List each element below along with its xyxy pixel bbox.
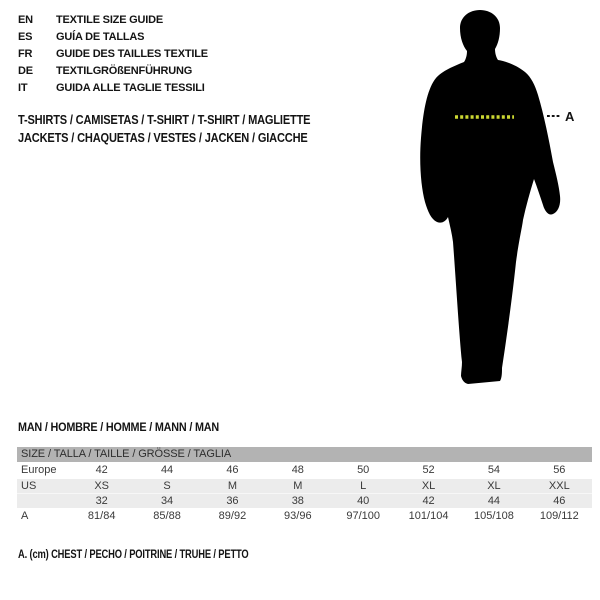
table-row-chest bbox=[17, 508, 592, 524]
row-label: A bbox=[21, 510, 29, 522]
measure-label-a: A bbox=[565, 109, 575, 124]
table-cell: 48 bbox=[291, 464, 304, 476]
table-cell: M bbox=[293, 480, 303, 492]
language-row-it bbox=[18, 80, 208, 97]
table-cell: 40 bbox=[357, 495, 370, 507]
language-row-de bbox=[18, 63, 208, 80]
table-cell: M bbox=[227, 480, 238, 492]
table-cell: 89/92 bbox=[218, 510, 247, 522]
language-label: GUIDA ALLE TAGLIE TESSILI bbox=[56, 82, 205, 94]
language-row-en bbox=[18, 12, 208, 29]
section-title-man: MAN / HOMBRE / HOMME / MANN / MAN bbox=[18, 420, 220, 434]
table-cell: 109/112 bbox=[539, 510, 579, 522]
table-cell: 52 bbox=[422, 464, 435, 476]
man-silhouette bbox=[420, 10, 560, 384]
table-cell: L bbox=[360, 480, 367, 492]
table-row-us-alt bbox=[17, 494, 592, 508]
table-row-us bbox=[17, 479, 592, 493]
man-figure bbox=[410, 0, 580, 392]
table-cell: XXL bbox=[548, 480, 570, 492]
language-label: GUIDE DES TAILLES TEXTILE bbox=[56, 48, 208, 60]
table-cell: 42 bbox=[95, 464, 108, 476]
table-cell: 56 bbox=[553, 464, 566, 476]
language-code: DE bbox=[18, 65, 33, 77]
size-table bbox=[17, 447, 592, 524]
table-cell: S bbox=[163, 480, 171, 492]
table-cell: 97/100 bbox=[346, 510, 381, 522]
size-table-header: SIZE / TALLA / TAILLE / GRÖSSE / TAGLIA bbox=[17, 447, 592, 462]
table-cell: 85/88 bbox=[153, 510, 181, 522]
table-cell: 101/104 bbox=[408, 510, 449, 522]
table-cell: 36 bbox=[226, 495, 239, 507]
garment-heading bbox=[18, 111, 310, 147]
language-label: GUÍA DE TALLAS bbox=[56, 31, 145, 43]
table-cell: 54 bbox=[487, 464, 501, 476]
table-cell: 32 bbox=[95, 495, 108, 507]
table-cell: 44 bbox=[160, 464, 174, 476]
language-label: TEXTILGRÖßENFÜHRUNG bbox=[56, 65, 193, 77]
garment-line-tshirts: T-SHIRTS / CAMISETAS / T-SHIRT / T-SHIRT / MAGLIETTE bbox=[18, 112, 311, 127]
table-cell: 44 bbox=[487, 495, 501, 507]
table-cell: 46 bbox=[226, 464, 239, 476]
table-cell: XL bbox=[487, 480, 501, 492]
table-cell: 93/96 bbox=[284, 510, 312, 522]
table-cell: 34 bbox=[160, 495, 174, 507]
language-code: IT bbox=[18, 82, 28, 94]
language-label: TEXTILE SIZE GUIDE bbox=[56, 14, 164, 26]
row-label bbox=[17, 494, 69, 508]
language-list bbox=[18, 12, 208, 97]
table-cell: 105/108 bbox=[474, 510, 514, 522]
table-cell: 50 bbox=[357, 464, 370, 476]
table-cell: 42 bbox=[422, 495, 435, 507]
language-code: ES bbox=[18, 31, 33, 43]
language-row-fr bbox=[18, 46, 208, 63]
table-cell: XL bbox=[421, 480, 436, 492]
language-code: FR bbox=[18, 48, 33, 60]
language-row-es bbox=[18, 29, 208, 46]
table-cell: XS bbox=[94, 480, 110, 492]
table-cell: 81/84 bbox=[87, 510, 116, 522]
table-cell: 38 bbox=[291, 495, 304, 507]
table-row-europe bbox=[17, 462, 592, 479]
row-label: Europe bbox=[21, 464, 57, 476]
table-cell: 46 bbox=[553, 495, 566, 507]
garment-line-jackets: JACKETS / CHAQUETAS / VESTES / JACKEN / GIACCHE bbox=[18, 130, 308, 145]
language-code: EN bbox=[18, 14, 33, 26]
footnote-chest: A. (cm) CHEST / PECHO / POITRINE / TRUHE / PETTO bbox=[18, 547, 249, 561]
row-label: US bbox=[21, 480, 37, 492]
